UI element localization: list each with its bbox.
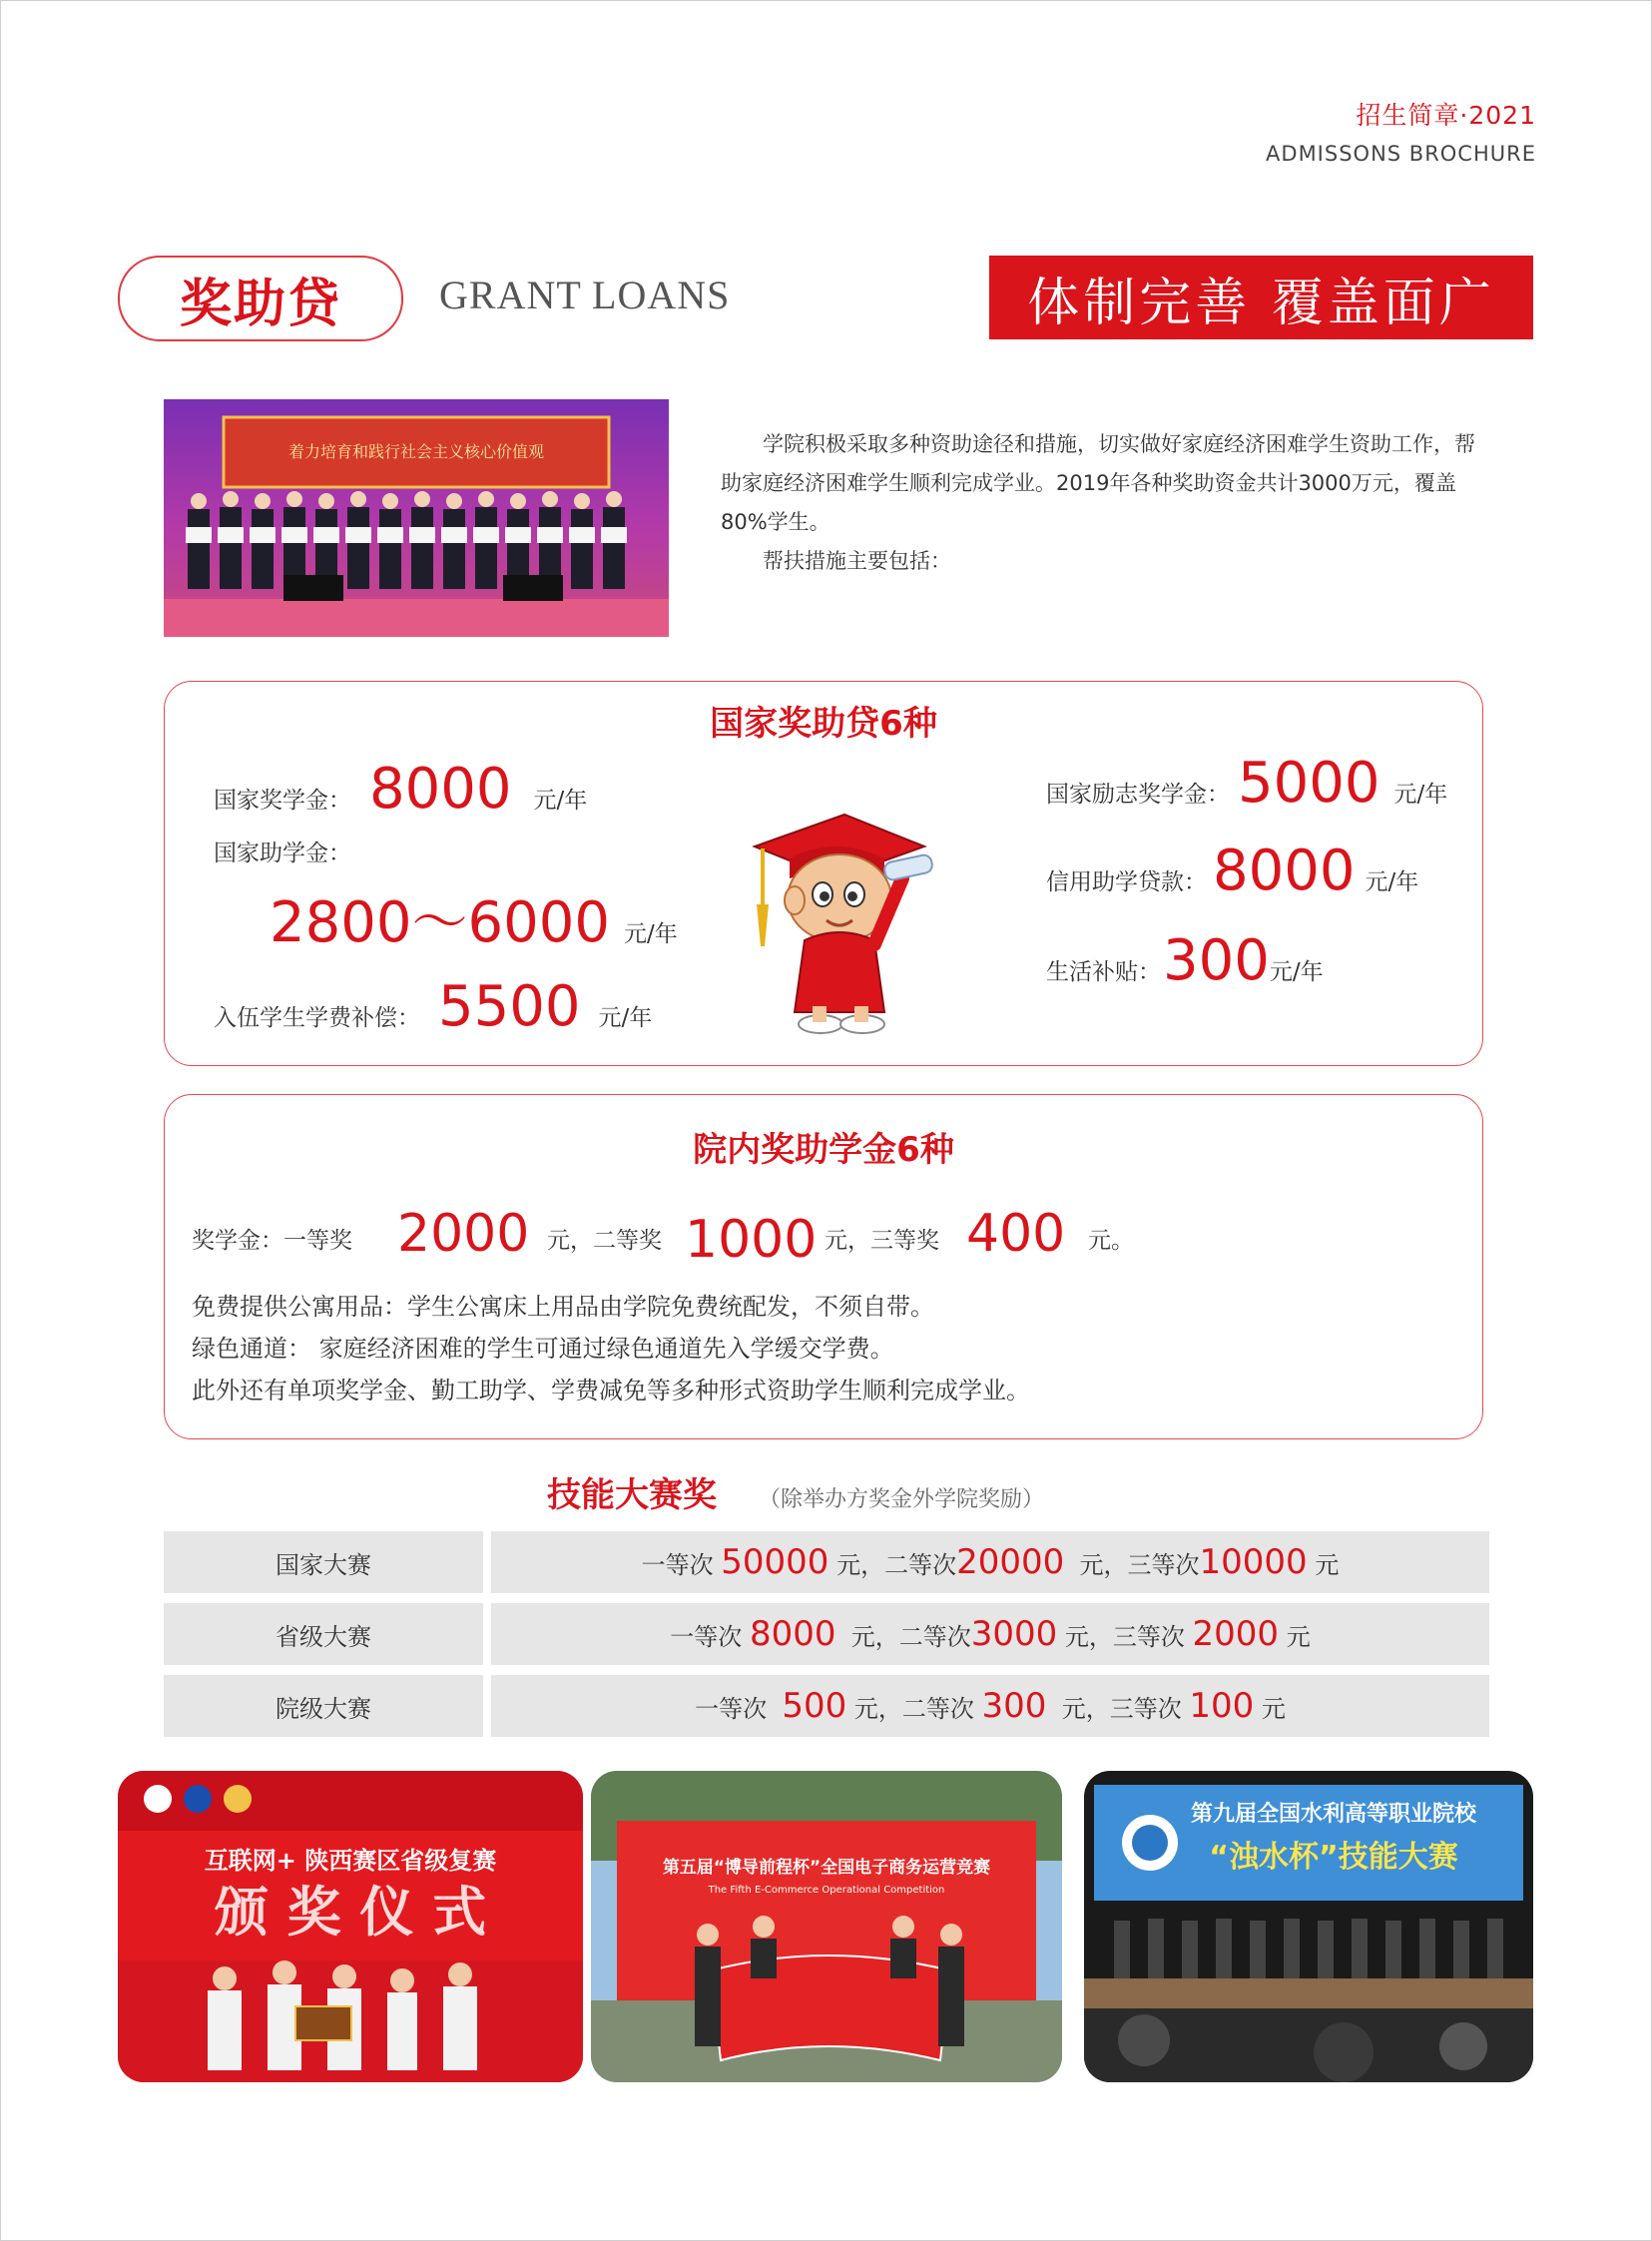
intro-text [721, 425, 1489, 581]
water-conservancy-skills-photo [1084, 1771, 1533, 2082]
svg-text:第九届全国水利高等职业院校: 第九届全国水利高等职业院校 [1190, 1802, 1477, 1827]
svg-text:“浊水杯”技能大赛: “浊水杯”技能大赛 [1209, 1840, 1458, 1875]
section-title-en: GRANT LOANS [439, 273, 731, 317]
prize-text: 元，二等次 [828, 1550, 957, 1579]
table-row-college [164, 1675, 1489, 1737]
national-grant-label: 国家助学金： [214, 840, 351, 866]
credit-loan [1046, 839, 1418, 903]
living-subsidy-label: 生活补贴： [1046, 959, 1161, 985]
svg-text:着力培育和践行社会主义核心价值观: 着力培育和践行社会主义核心价值观 [287, 442, 545, 461]
college-aid-title: 院内奖助学金6种 [693, 1130, 954, 1170]
section-title [118, 256, 403, 341]
brochure-subtitle: ADMISSONS BROCHURE [1266, 142, 1536, 166]
competition-prizes [491, 1675, 1489, 1737]
ecommerce-competition-photo [591, 1771, 1062, 2082]
svg-text:互联网+ 陕西赛区省级复赛: 互联网+ 陕西赛区省级复赛 [204, 1847, 497, 1875]
prize-text: 元，二等次 [835, 1622, 971, 1651]
table-row-national [164, 1531, 1489, 1593]
living-subsidy-unit: 元/年 [1269, 959, 1324, 985]
prize-third-amount: 2000 [1192, 1614, 1280, 1654]
award-ceremony-photo [164, 399, 669, 637]
svg-text:第五届“博导前程杯”全国电子商务运营竞赛: 第五届“博导前程杯”全国电子商务运营竞赛 [662, 1858, 991, 1878]
prize-second-amount: 20000 [956, 1542, 1065, 1582]
prize-text: 元，二等次 [846, 1694, 982, 1723]
national-grant [270, 878, 678, 958]
prize-first-amount: 50000 [721, 1542, 829, 1582]
brochure-title: 招生简章·2021 [1356, 101, 1536, 130]
living-subsidy-amount: 300 [1163, 928, 1270, 993]
college-scholarship-row [192, 1204, 1439, 1274]
enlistment-compensation-label: 入伍学生学费补偿： [214, 1005, 420, 1031]
national-encouragement-unit: 元/年 [1393, 782, 1448, 808]
prize-text: 元 [1254, 1694, 1286, 1723]
prize-first-amount: 500 [782, 1686, 847, 1726]
prize-text: 元，三等次 [1057, 1622, 1193, 1651]
scholarship-second-amount: 1000 [685, 1210, 818, 1270]
scholarship-third-amount: 400 [966, 1204, 1066, 1264]
skills-award-note: （除举办方奖金外学院奖励） [759, 1487, 1045, 1512]
graduate-mascot-illustration [735, 775, 964, 1044]
prize-text: 一等次 [641, 1550, 722, 1579]
provincial-award-photo [118, 1771, 583, 2082]
competition-level: 国家大赛 [164, 1531, 483, 1593]
slogan-banner: 体制完善 覆盖面广 [989, 256, 1533, 339]
svg-text:The Fifth E-Commerce Operation: The Fifth E-Commerce Operational Competition [708, 1885, 945, 1896]
national-grant-unit: 元/年 [624, 921, 678, 947]
prize-text: 元 [1307, 1550, 1340, 1579]
national-encouragement-amount: 5000 [1238, 751, 1380, 816]
intro-paragraph: 学院积极采取多种资助途径和措施，切实做好家庭经济困难学生资助工作，帮助家庭经济困难学生顺利完成学业。2019年各种奖助资金共计3000万元，覆盖80%学生。 [721, 432, 1475, 534]
scholarship-end: 元。 [1088, 1228, 1134, 1254]
enlistment-compensation [214, 974, 652, 1039]
national-aid-title: 国家奖助贷6种 [710, 704, 937, 744]
national-encouragement-label: 国家励志奖学金： [1046, 782, 1230, 808]
prize-second-amount: 3000 [970, 1614, 1058, 1654]
enlistment-compensation-amount: 5500 [438, 974, 581, 1039]
skills-award-heading [547, 1467, 1044, 1516]
svg-text:颁 奖 仪 式: 颁 奖 仪 式 [214, 1880, 487, 1944]
credit-loan-amount: 8000 [1213, 839, 1356, 903]
prize-text: 一等次 [695, 1694, 783, 1723]
scholarship-second-label: 元，二等奖 [547, 1228, 662, 1254]
college-aid-details [192, 1286, 1459, 1411]
section-title-text: 奖助贷 [179, 274, 341, 334]
green-channel: 绿色通道： 家庭经济困难的学生可通过绿色通道先入学缓交学费。 [192, 1335, 894, 1363]
national-scholarship-label: 国家奖学金： [214, 788, 351, 814]
national-encouragement [1046, 751, 1447, 816]
prize-third-amount: 10000 [1199, 1542, 1308, 1582]
prize-text: 元，三等次 [1064, 1550, 1200, 1579]
prize-third-amount: 100 [1189, 1686, 1255, 1726]
credit-loan-unit: 元/年 [1365, 869, 1419, 895]
skills-award-title: 技能大赛奖 [547, 1475, 717, 1515]
national-scholarship-amount: 8000 [369, 757, 512, 822]
competition-prizes [491, 1603, 1489, 1665]
competition-level: 院级大赛 [164, 1675, 483, 1737]
other-aid-forms: 此外还有单项奖学金、勤工助学、学费减免等多种形式资助学生顺利完成学业。 [192, 1377, 1030, 1404]
scholarship-first-amount: 2000 [397, 1204, 530, 1264]
national-scholarship-unit: 元/年 [533, 788, 588, 814]
competition-level: 省级大赛 [164, 1603, 483, 1665]
enlistment-compensation-unit: 元/年 [598, 1005, 653, 1031]
prize-text: 元，三等次 [1046, 1694, 1190, 1723]
free-apartment-supplies: 免费提供公寓用品：学生公寓床上用品由学院免费统配发，不须自带。 [192, 1293, 934, 1321]
national-grant-amount: 2800～6000 [270, 890, 611, 955]
prize-text: 一等次 [670, 1622, 750, 1651]
living-subsidy [1046, 928, 1324, 993]
intro-measures: 帮扶措施主要包括： [763, 549, 951, 573]
scholarship-first-label: 奖学金：一等奖 [192, 1228, 352, 1254]
national-scholarship [214, 757, 587, 822]
prize-first-amount: 8000 [749, 1614, 836, 1654]
prize-second-amount: 300 [981, 1686, 1047, 1726]
credit-loan-label: 信用助学贷款： [1046, 869, 1207, 895]
prize-text: 元 [1279, 1622, 1311, 1651]
table-row-provincial [164, 1603, 1489, 1665]
competition-prizes [491, 1531, 1489, 1593]
scholarship-third-label: 元，三等奖 [825, 1228, 939, 1254]
